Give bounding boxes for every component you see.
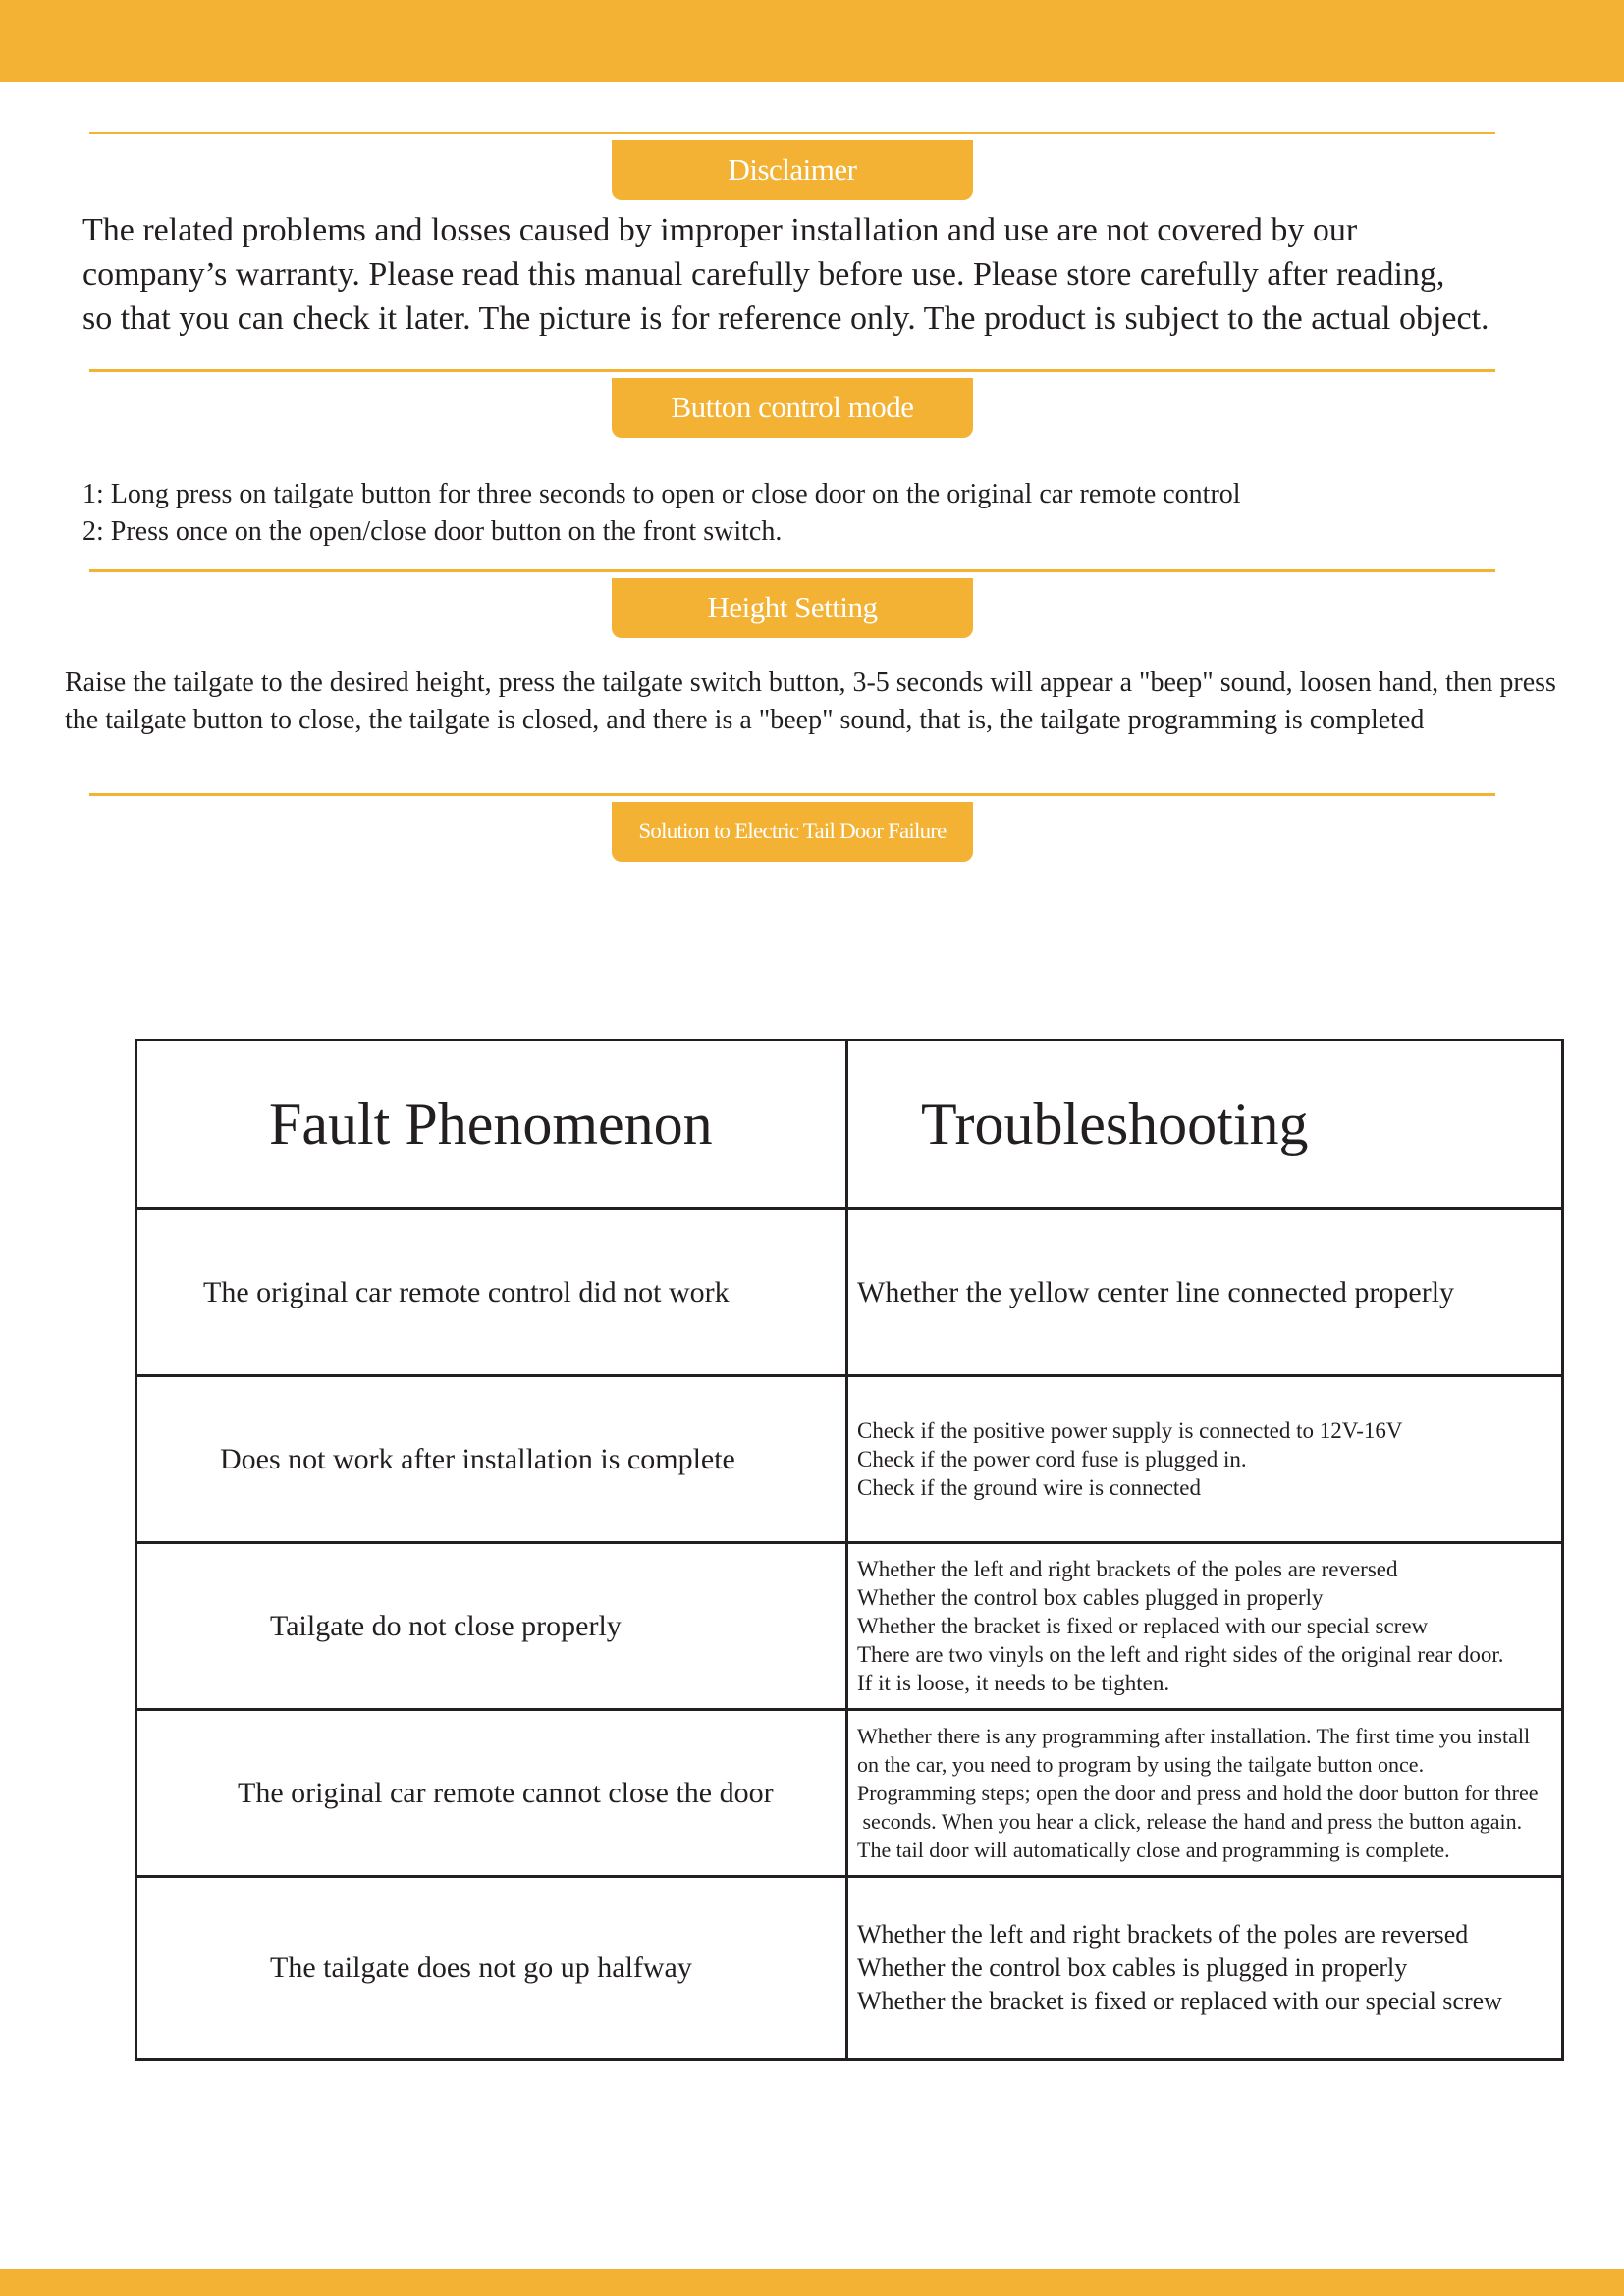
table-row bbox=[136, 1877, 1563, 2060]
disclaimer-text bbox=[82, 208, 1595, 341]
fault-cell: The original car remote cannot close the door bbox=[136, 1710, 847, 1877]
height-setting-text: Raise the tailgate to the desired height, press the tailgate switch button, 3-5 seconds will appear a "beep" sound, loosen hand, then press the tailgate button to close, the tailgate is closed, and there is a "beep" sound, that is, the tailgate programming is completed bbox=[65, 667, 1556, 735]
troubleshooting-line: Whether the control box cables plugged in properly bbox=[857, 1585, 1324, 1610]
troubleshooting-line: Whether the bracket is fixed or replaced with our special screw bbox=[857, 1987, 1502, 2015]
troubleshooting-line: seconds. When you hear a click, release the hand and press the button again. bbox=[857, 1809, 1523, 1834]
table-row bbox=[136, 1209, 1563, 1376]
table-header-row bbox=[136, 1041, 1563, 1209]
troubleshooting-cell bbox=[847, 1209, 1563, 1376]
list-item: 1: Long press on tailgate button for three seconds to open or close door on the original car remote control bbox=[82, 479, 1241, 509]
header-troubleshooting: Troubleshooting bbox=[847, 1041, 1563, 1209]
troubleshooting-line: on the car, you need to program by using the tailgate button once. bbox=[857, 1752, 1425, 1777]
troubleshooting-line: Programming steps; open the door and press and hold the door button for three bbox=[857, 1781, 1539, 1805]
section-divider bbox=[89, 569, 1495, 572]
disclaimer-line: company’s warranty. Please read this manual carefully before use. Please store carefully after reading, bbox=[82, 256, 1445, 293]
fault-cell: Does not work after installation is complete bbox=[136, 1376, 847, 1543]
troubleshooting-line: Whether there is any programming after installation. The first time you install bbox=[857, 1724, 1531, 1748]
disclaimer-line: The related problems and losses caused by improper installation and use are not covered by our bbox=[82, 212, 1358, 248]
troubleshooting-cell bbox=[847, 1710, 1563, 1877]
troubleshooting-line: Check if the positive power supply is connected to 12V-16V bbox=[857, 1418, 1403, 1443]
troubleshooting-line: If it is loose, it needs to be tighten. bbox=[857, 1671, 1170, 1695]
list-item: 2: Press once on the open/close door button on the front switch. bbox=[82, 516, 783, 547]
troubleshooting-cell bbox=[847, 1543, 1563, 1710]
table-row bbox=[136, 1710, 1563, 1877]
troubleshooting-line: Whether the left and right brackets of the poles are reversed bbox=[857, 1920, 1469, 1949]
section-divider bbox=[89, 369, 1495, 372]
troubleshooting-line: Whether the control box cables is plugged in properly bbox=[857, 1953, 1408, 1982]
section-header-solution: Solution to Electric Tail Door Failure bbox=[612, 802, 973, 862]
troubleshooting-line: Whether the yellow center line connected properly bbox=[857, 1275, 1455, 1308]
section-header-disclaimer: Disclaimer bbox=[612, 140, 973, 200]
fault-cell: Tailgate do not close properly bbox=[136, 1543, 847, 1710]
fault-cell: The original car remote control did not work bbox=[136, 1209, 847, 1376]
troubleshooting-line: The tail door will automatically close and programming is complete. bbox=[857, 1838, 1450, 1862]
troubleshooting-line: There are two vinyls on the left and right sides of the original rear door. bbox=[857, 1642, 1504, 1667]
disclaimer-line: so that you can check it later. The picture is for reference only. The product is subject to the actual object. bbox=[82, 300, 1489, 337]
troubleshooting-line: Whether the bracket is fixed or replaced with our special screw bbox=[857, 1614, 1429, 1638]
section-divider bbox=[89, 793, 1495, 796]
troubleshooting-line: Check if the power cord fuse is plugged in. bbox=[857, 1447, 1247, 1471]
bottom-banner bbox=[0, 2269, 1624, 2296]
troubleshooting-line: Check if the ground wire is connected bbox=[857, 1475, 1201, 1500]
button-control-list bbox=[82, 476, 1555, 551]
troubleshooting-line: Whether the left and right brackets of the poles are reversed bbox=[857, 1557, 1398, 1581]
troubleshooting-cell bbox=[847, 1376, 1563, 1543]
top-banner bbox=[0, 0, 1624, 82]
section-divider bbox=[89, 132, 1495, 134]
header-fault-phenomenon: Fault Phenomenon bbox=[136, 1041, 847, 1209]
section-header-height-setting: Height Setting bbox=[612, 578, 973, 638]
troubleshooting-cell bbox=[847, 1877, 1563, 2060]
fault-cell: The tailgate does not go up halfway bbox=[136, 1877, 847, 2060]
table-row bbox=[136, 1376, 1563, 1543]
section-header-button-control: Button control mode bbox=[612, 378, 973, 438]
fault-table bbox=[135, 1039, 1564, 2061]
table-row bbox=[136, 1543, 1563, 1710]
